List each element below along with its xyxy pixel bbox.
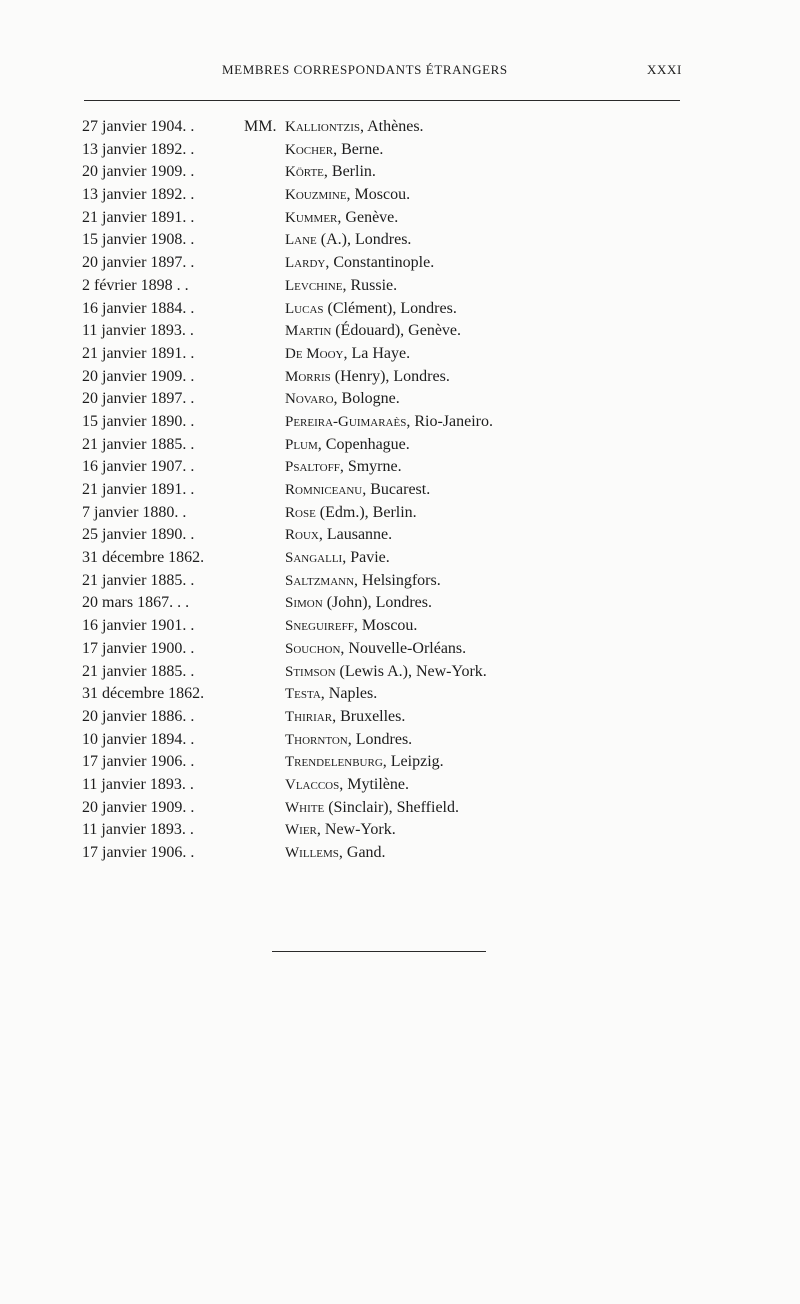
member-entry: [0, 207, 800, 230]
member-location: , Athènes.: [360, 118, 424, 135]
member-name: Pereira-Guimaraès: [285, 413, 407, 430]
member-name: Stimson: [285, 663, 336, 680]
member-text: [285, 638, 466, 661]
election-date: 15 janvier 1890. .: [82, 412, 195, 430]
member-text: [285, 116, 424, 139]
member-location: , Helsingfors.: [354, 571, 441, 589]
member-entry: [0, 570, 800, 593]
member-entry: [0, 343, 800, 366]
member-name: Kummer: [285, 209, 338, 226]
member-location: (Henry), Londres.: [330, 367, 450, 385]
election-date: 15 janvier 1908. .: [82, 231, 195, 249]
member-entry: [0, 819, 800, 842]
election-date: 25 janvier 1890. .: [82, 526, 195, 544]
member-name: Simon: [285, 595, 323, 612]
member-name: Morris: [285, 368, 331, 385]
member-text: [285, 343, 410, 366]
member-text: [285, 797, 459, 820]
election-date: 31 décembre 1862.: [82, 685, 205, 703]
member-name: Testa: [285, 686, 321, 703]
member-entry: [0, 502, 800, 525]
member-text: [285, 524, 392, 547]
member-entry: [0, 479, 800, 502]
member-name: Sangalli: [285, 550, 343, 567]
election-date: 10 janvier 1894. .: [82, 730, 195, 748]
member-name: De Mooy: [285, 345, 344, 362]
member-text: [285, 570, 441, 593]
member-location: , Nouvelle-Orléans.: [340, 639, 467, 657]
member-location: (John), Londres.: [322, 594, 432, 612]
member-text: [285, 456, 402, 479]
member-text: [285, 388, 400, 411]
member-name: Lane: [285, 232, 317, 249]
election-date: 27 janvier 1904. .: [82, 118, 195, 135]
member-entry: [0, 184, 800, 207]
member-entry: [0, 139, 800, 162]
election-date: 21 janvier 1885. .: [82, 662, 195, 680]
member-name: Thiriar: [285, 708, 333, 725]
member-entry: [0, 161, 800, 184]
member-location: , Bruxelles.: [332, 707, 406, 725]
member-location: , Mytilène.: [339, 775, 409, 793]
member-entry: [0, 615, 800, 638]
member-name: White: [285, 799, 325, 816]
election-date: 16 janvier 1901. .: [82, 617, 195, 635]
member-name: Kouzmine: [285, 187, 347, 204]
member-entry: [0, 434, 800, 457]
member-name: Trendelenburg: [285, 754, 383, 771]
election-date: 11 janvier 1893. .: [82, 322, 194, 340]
member-location: , Berne.: [333, 140, 384, 158]
member-name: Vlaccos: [285, 776, 340, 793]
member-text: [285, 592, 432, 615]
member-text: [285, 320, 461, 343]
member-name: Kocher: [285, 141, 334, 158]
member-location: (Clément), Londres.: [323, 299, 457, 317]
member-text: [285, 275, 397, 298]
member-text: [285, 161, 376, 184]
member-text: [285, 502, 417, 525]
member-location: , Lausanne.: [318, 526, 393, 544]
election-date: 21 janvier 1891. .: [82, 208, 195, 226]
member-location: , Rio-Janeiro.: [406, 412, 493, 430]
member-entry: [0, 524, 800, 547]
member-location: , Bucarest.: [362, 481, 431, 498]
member-entry: [0, 116, 800, 139]
election-date: 21 janvier 1885. .: [82, 435, 195, 453]
member-text: [285, 434, 410, 457]
member-location: , New-York.: [316, 821, 396, 839]
member-name: Willems: [285, 845, 339, 861]
member-entry: [0, 366, 800, 389]
member-entry: [0, 706, 800, 729]
election-date: 21 janvier 1885. .: [82, 571, 195, 589]
member-name: Wier: [285, 822, 317, 839]
member-text: [285, 298, 457, 321]
member-text: [285, 411, 493, 434]
member-name: Sneguireff: [285, 618, 354, 635]
election-date: 13 janvier 1892. .: [82, 186, 195, 204]
member-entry: [0, 751, 800, 774]
member-text: [285, 683, 377, 706]
member-entry: [0, 456, 800, 479]
member-text: [285, 139, 383, 162]
member-location: , Naples.: [320, 685, 378, 703]
election-date: 20 janvier 1909. .: [82, 163, 195, 181]
page-title: MEMBRES CORRESPONDANTS ÉTRANGERS: [222, 62, 508, 77]
honorific-prefix: MM.: [244, 118, 277, 135]
member-location: (A.), Londres.: [316, 231, 412, 249]
election-date: 11 janvier 1893. .: [82, 775, 194, 793]
member-name: Psaltoff: [285, 459, 340, 476]
member-entry: [0, 388, 800, 411]
member-list: [0, 116, 800, 865]
member-entry: [0, 320, 800, 343]
election-date: 17 janvier 1900. .: [82, 639, 195, 657]
member-name: Roux: [285, 527, 319, 544]
member-entry: [0, 842, 800, 865]
election-date: 16 janvier 1884. .: [82, 299, 195, 317]
election-date: 2 février 1898 . .: [82, 276, 189, 294]
member-entry: [0, 547, 800, 570]
member-name: Martin: [285, 323, 332, 340]
election-date: 16 janvier 1907. .: [82, 458, 195, 476]
member-entry: [0, 229, 800, 252]
election-date: 17 janvier 1906. .: [82, 844, 195, 861]
member-text: [285, 751, 444, 774]
election-date: 7 janvier 1880. .: [82, 503, 187, 521]
election-date: 20 janvier 1909. .: [82, 798, 195, 816]
election-date: 20 janvier 1909. .: [82, 367, 195, 385]
member-entry: [0, 298, 800, 321]
member-location: (Sinclair), Sheffield.: [324, 798, 459, 816]
header-rule: [84, 100, 680, 101]
member-name: Kalliontzis: [285, 119, 360, 135]
member-name: Lardy: [285, 255, 326, 272]
election-date: 20 janvier 1897. .: [82, 390, 195, 408]
member-location: , Copenhague.: [317, 435, 410, 453]
member-text: [285, 819, 396, 842]
member-text: [285, 479, 430, 502]
member-location: , Moscou.: [353, 617, 418, 635]
member-text: [285, 184, 410, 207]
member-entry: [0, 411, 800, 434]
member-text: [285, 774, 409, 797]
end-rule: [272, 951, 486, 952]
member-location: , Moscou.: [346, 186, 411, 204]
election-date: 21 janvier 1891. .: [82, 481, 195, 498]
member-location: (Edm.), Berlin.: [315, 503, 417, 521]
election-date: 11 janvier 1893. .: [82, 821, 194, 839]
election-date: 20 janvier 1897. .: [82, 254, 195, 272]
election-date: 21 janvier 1891. .: [82, 344, 195, 362]
election-date: 31 décembre 1862.: [82, 549, 205, 567]
member-name: Rose: [285, 504, 316, 521]
member-entry: [0, 275, 800, 298]
member-text: [285, 706, 405, 729]
member-entry: [0, 729, 800, 752]
member-location: , La Haye.: [343, 344, 411, 362]
member-text: [285, 547, 390, 570]
member-text: [285, 615, 417, 638]
member-location: , Berlin.: [323, 163, 376, 181]
member-name: Thornton: [285, 731, 348, 748]
member-text: [285, 842, 386, 865]
election-date: 20 mars 1867. . .: [82, 594, 190, 612]
member-location: , Bologne.: [333, 390, 400, 408]
member-location: , Londres.: [347, 730, 413, 748]
member-location: , Constantinople.: [325, 254, 435, 272]
member-name: Saltzmann: [285, 572, 355, 589]
member-entry: [0, 683, 800, 706]
election-date: 17 janvier 1906. .: [82, 753, 195, 771]
member-location: , Pavie.: [342, 549, 390, 567]
member-name: Novaro: [285, 391, 334, 408]
member-name: Körte: [285, 164, 324, 181]
member-location: , Smyrne.: [339, 458, 402, 476]
member-entry: [0, 638, 800, 661]
member-entry: [0, 661, 800, 684]
member-location: (Lewis A.), New-York.: [335, 662, 487, 680]
running-head: [0, 62, 800, 84]
member-text: [285, 729, 412, 752]
page-number: XXXI: [647, 62, 682, 77]
election-date: 13 janvier 1892. .: [82, 140, 195, 158]
member-name: Lucas: [285, 300, 324, 317]
member-location: , Russie.: [342, 276, 398, 294]
member-text: [285, 366, 450, 389]
member-name: Romniceanu: [285, 482, 363, 498]
election-date: 20 janvier 1886. .: [82, 707, 195, 725]
member-text: [285, 661, 487, 684]
member-text: [285, 207, 398, 230]
member-location: (Édouard), Genève.: [331, 322, 462, 340]
member-location: , Genève.: [337, 208, 399, 226]
member-text: [285, 252, 434, 275]
member-entry: [0, 592, 800, 615]
member-location: , Gand.: [338, 844, 386, 861]
member-name: Levchine: [285, 277, 343, 294]
member-name: Plum: [285, 436, 318, 453]
member-location: , Leipzig.: [382, 753, 444, 771]
member-entry: [0, 252, 800, 275]
member-entry: [0, 774, 800, 797]
member-name: Souchon: [285, 640, 341, 657]
member-text: [285, 229, 411, 252]
member-entry: [0, 797, 800, 820]
